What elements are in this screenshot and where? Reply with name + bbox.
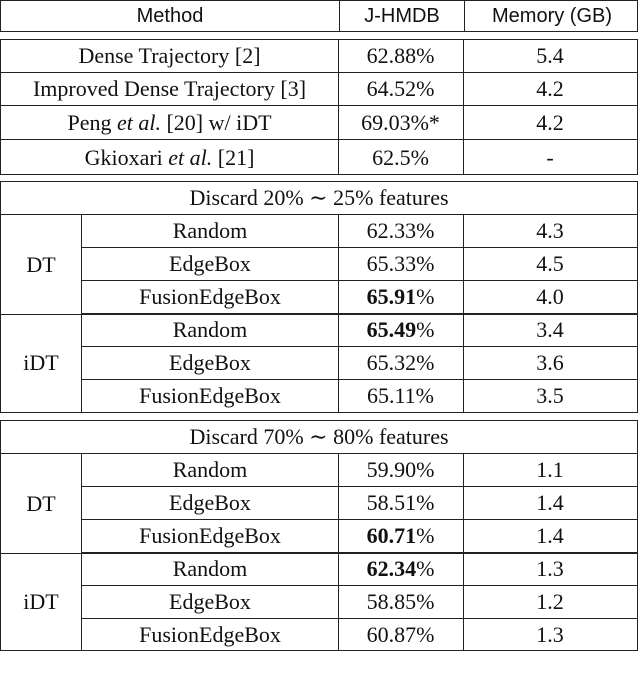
group-label-idt: iDT [1,314,82,412]
method-text: [20] w/ iDT [160,110,272,135]
best-value: 62.34 [366,556,417,581]
table-row [82,347,637,380]
memory-cell: 4.3 [536,218,564,243]
jhmdb-cell: 65.11% [366,383,434,408]
method-etal: et al. [168,144,213,170]
method-text: Peng [67,110,117,135]
memory-cell: 3.4 [536,317,564,342]
memory-cell: - [546,144,554,170]
method-cell: FusionEdgeBox [139,621,281,647]
jhmdb-cell: 65.32% [366,350,435,375]
jhmdb-cell [338,520,463,552]
method-cell: EdgeBox [169,251,251,276]
section-title: Discard 20% ∼ 25% features [1,182,637,215]
jhmdb-cell: 58.85% [366,589,435,614]
table-row [1,40,637,73]
memory-cell: 1.2 [536,589,564,614]
memory-cell: 1.4 [536,523,564,548]
table-row [1,107,637,140]
best-value: 60.71 [366,523,417,548]
group-label-dt: DT [1,215,82,314]
method-cell: FusionEdgeBox [139,284,281,309]
section-discard-20-25 [0,181,638,413]
memory-cell: 1.4 [536,490,564,515]
percent-sign: % [416,523,435,548]
memory-cell: 1.3 [536,621,564,647]
section-discard-70-80 [0,420,638,651]
method-cell: Random [172,556,248,581]
table-row [82,520,637,553]
method-cell: EdgeBox [169,490,251,515]
jhmdb-cell: 62.88% [366,43,435,68]
table-row [82,487,637,520]
group-label-dt: DT [1,454,82,553]
table-row [1,141,637,174]
header-jhmdb: J-HMDB [339,1,464,31]
memory-cell: 3.5 [536,383,564,408]
percent-sign: % [416,317,435,342]
method-cell: Improved Dense Trajectory [3] [32,76,307,101]
table-row [82,281,637,314]
method-cell: Random [172,317,248,342]
table-row [82,215,637,248]
table-row [82,248,637,281]
method-cell: FusionEdgeBox [139,383,281,408]
table-row [82,380,637,412]
table-row [82,619,637,650]
memory-cell: 4.0 [536,284,564,309]
header-memory: Memory (GB) [464,1,639,31]
memory-cell: 1.3 [536,556,564,581]
method-text: Gkioxari [84,144,169,170]
percent-sign: % [416,556,435,581]
table-row [82,454,637,487]
percent-sign: % [416,284,435,309]
jhmdb-cell: 59.90% [366,457,435,482]
table-row [1,73,637,106]
table-row [82,553,637,586]
section-title: Discard 70% ∼ 80% features [1,421,637,454]
memory-cell: 3.6 [536,350,564,375]
baselines-table [0,39,638,175]
method-cell: EdgeBox [169,350,251,375]
method-cell: Random [172,457,248,482]
memory-cell: 4.2 [536,76,564,101]
jhmdb-cell [338,553,463,585]
method-cell [1,107,338,139]
jhmdb-cell [338,281,463,313]
method-etal: et al. [116,110,161,135]
jhmdb-cell: 60.87% [366,621,435,647]
jhmdb-cell: 69.03%* [361,110,440,135]
jhmdb-cell: 58.51% [366,490,435,515]
method-cell: Random [172,218,248,243]
table-row [82,586,637,619]
method-cell [1,141,338,174]
header-method: Method [136,4,204,27]
method-text: [21] [212,144,255,170]
jhmdb-cell: 65.33% [366,251,435,276]
memory-cell: 4.5 [536,251,564,276]
memory-cell: 5.4 [536,43,564,68]
group-label-idt: iDT [1,553,82,650]
table-row [82,314,637,347]
memory-cell: 1.1 [536,457,564,482]
jhmdb-cell: 62.5% [372,144,429,170]
jhmdb-cell: 64.52% [366,76,435,101]
method-cell: FusionEdgeBox [139,523,281,548]
best-value: 65.49 [366,317,417,342]
memory-cell: 4.2 [536,110,564,135]
jhmdb-cell [338,314,463,346]
best-value: 65.91 [366,284,417,309]
method-cell: Dense Trajectory [2] [78,43,261,68]
jhmdb-cell: 62.33% [366,218,435,243]
table-header [0,0,638,32]
method-cell: EdgeBox [169,589,251,614]
